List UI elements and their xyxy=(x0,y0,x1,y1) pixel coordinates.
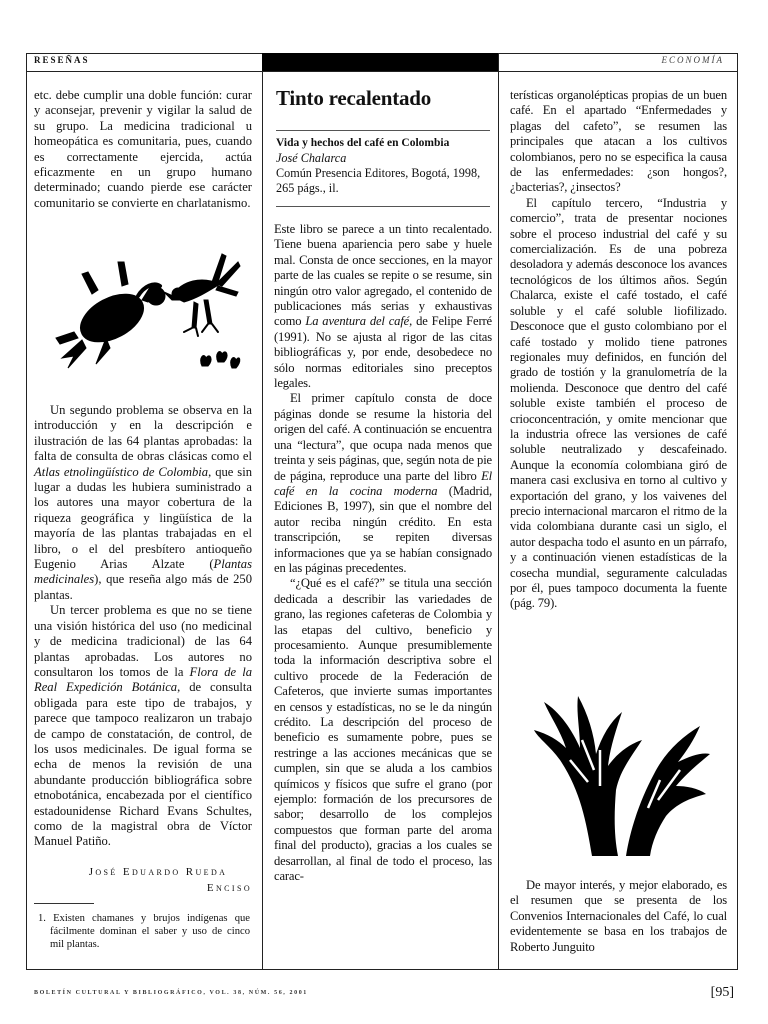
title-rule xyxy=(276,130,490,131)
turtle-and-bird-illustration xyxy=(52,240,242,380)
column-3-bottom xyxy=(510,878,727,955)
paragraph: De mayor interés, y mejor elaborado, es el resumen que se presenta de los Convenios Internacionales del Café, lo cual evidentemente se basa en los trabajos de Roberto Junguito xyxy=(510,878,727,954)
coffee-plant-illustration xyxy=(530,690,710,858)
footnote: 1. Existen chamanes y brujos indígenas que fácilmente dominan el saber y uso de cinco mil plantas. xyxy=(38,913,250,950)
book-title: Vida y hechos del café en Colombia xyxy=(276,137,450,149)
frame-right-rule xyxy=(737,53,738,969)
column-1-bottom xyxy=(34,403,252,850)
book-author: José Chalarca xyxy=(276,151,347,165)
section-label-right: ECONOMÍA xyxy=(661,55,724,65)
paragraph: etc. debe cumplir una doble función: curar y aconsejar, prevenir y vigilar la salud de su grupo. La medicina tradicional u homeopática es comunitaria, pues, cuando es correctamente ejercida, actúa eficazmente en un grupo humano determinado; cuando pierde ese carácter comunitario se convierte en charlatanismo. xyxy=(34,88,252,210)
frame-left-rule xyxy=(26,53,27,969)
paragraph: “¿Qué es el café?” se titula una sección dedicada a describir las variedades de grano, las regiones cafeteras de Colombia y las etapas del cultivo, beneficio y procesamiento. Aunque presumiblemente toda la información descriptiva sobre el cultivo procede de la Federación de Cafeteros, que invierte sumas importantes en censos y estadísticas, no se le da ningún crédito. La descripción del proceso de beneficio es sumamente pobre, pues se restringe a las acciones mecánicas que se cumplen, sin que se aluda a los cambios químicos y físicos que sufre el grano (por ejemplo: formación de los precursores de sabor; desarrollo de los complejos compuestos que forman parte del aroma final del producto), gracias a los cuales se desarrollan, al final de todo el proceso, las carac- xyxy=(274,576,492,884)
column-divider-1 xyxy=(262,53,263,969)
footnote-rule xyxy=(34,903,94,904)
paragraph: Este libro se parece a un tinto recalentado. Tiene buena apariencia pero sabe y huele mal. Consta de once secciones, en la mayor parte de las cuales se repite o se resume, sin ningún otro valor agregado, el contenido de publicaciones más serias y exhaustivas como La aventura del café, de Felipe Ferré (1991). No se ajusta al rigor de las citas bibliográficas y, por ende, desobedece no sólo normas editoriales sino preceptos legales. xyxy=(274,222,492,391)
book-publisher: Común Presencia Editores, Bogotá, 1998, 265 págs., il. xyxy=(276,166,481,195)
paragraph: terísticas organolépticas propias de un buen café. En el apartado “Enfermedades y plagas del cafeto”, se resumen las principales que atacan a los cultivos colombianos, pero no se especifica la causa de las enfermedades: ¿son hongos?, ¿bacterias?, ¿insectos? xyxy=(510,88,727,195)
paragraph: Un segundo problema se observa en la introducción y en la descripción e ilustración de las 64 plantas aprobadas: la falta de consulta de obras clásicas como el Atlas etnolingüístico de Colombia, que sin lugar a dudas les hubiera suministrado a los autores una mayor cobertura de la riqueza geográfica y lingüística de la mayoría de las plantas trabajadas en el libro, o el del presbítero antioqueño Eugenio Arias Alzate (Plantas medicinales), que reseña algo más de 250 plantas. xyxy=(34,403,252,602)
header-black-bar xyxy=(262,53,498,71)
review-title: Tinto recalentado xyxy=(276,86,432,110)
page-number: [95] xyxy=(710,985,734,1000)
column-2-body xyxy=(274,222,492,884)
paragraph: Un tercer problema es que no se tiene una visión histórica del uso (no medicinal y de medicina tradicional) de las 64 plantas aprobadas. Los autores no consultaron los tomos de la Flora de la Real Expedición Botánica, de consulta obligada para este tipo de trabajos, y parece que tampoco realizaron un trabajo de campo de constatación, de control, de los usos medicinales. De igual forma se echa de menos la revisión de una abundante producción bibliográfica sobre etnobotánica, encabezada por el científico estadounidense Richard Evans Schultes, como de la magistral obra de Víctor Manuel Patiño. xyxy=(34,603,252,849)
column-1-top xyxy=(34,88,252,211)
section-label-left: RESEÑAS xyxy=(34,55,90,65)
paragraph: El capítulo tercero, “Industria y comercio”, trata de presentar nociones sobre el proceso industrial del café y su comercialización. Es de una pobreza desoladora y además desconoce los avances tecnológicos de los últimos años. Según Chalarca, existe el café tostado, el café soluble y el café soluble liofilizado. Desconoce que el gusto colombiano por el café tostado y molido tiene patrones regionales muy definidos, en función del grado de tostión y la granulometría de la molienda. Desconoce que dentro del café soluble existe también el proceso de crioconcentración, y omite mencionar que la industria ofrece las versiones de café soluble neutralizado y descafeinado. Aunque la economía colombiana giró de manera casi exclusiva en torno al cultivo y exportación del grano, y los vaivenes del precio internacional marcaron el ritmo de la vida colombiana durante casi un siglo, el autor despacha todo el asunto en un párrafo, y a continuación vienen estadísticas de la cosecha mundial, seguramente calculadas por él, pues tampoco documenta la fuente (pág. 79). xyxy=(510,195,727,611)
journal-footer: BOLETÍN CULTURAL Y BIBLIOGRÁFICO, VOL. 38, NÚM. 56, 2001 xyxy=(34,990,308,996)
book-info xyxy=(276,136,490,196)
header-rule xyxy=(26,71,738,72)
author-signature: José Eduardo Rueda Enciso xyxy=(88,866,252,894)
paragraph: El primer capítulo consta de doce páginas donde se resume la historia del origen del café. A continuación se encuentra una “lectura”, que ocupa nada menos que treinta y seis páginas, que, según nota de pie de página, reproduce una parte del libro El café en la cocina moderna (Madrid, Ediciones B, 1997), sin que el nombre del autor reciba ningún crédito. En esta transcripción, se repiten diversas informaciones que ya se habían consignado en las páginas precedentes. xyxy=(274,391,493,575)
frame-bottom-rule xyxy=(26,969,738,970)
book-info-rule xyxy=(276,206,490,207)
column-divider-2 xyxy=(498,53,499,969)
column-3-top xyxy=(510,88,727,612)
